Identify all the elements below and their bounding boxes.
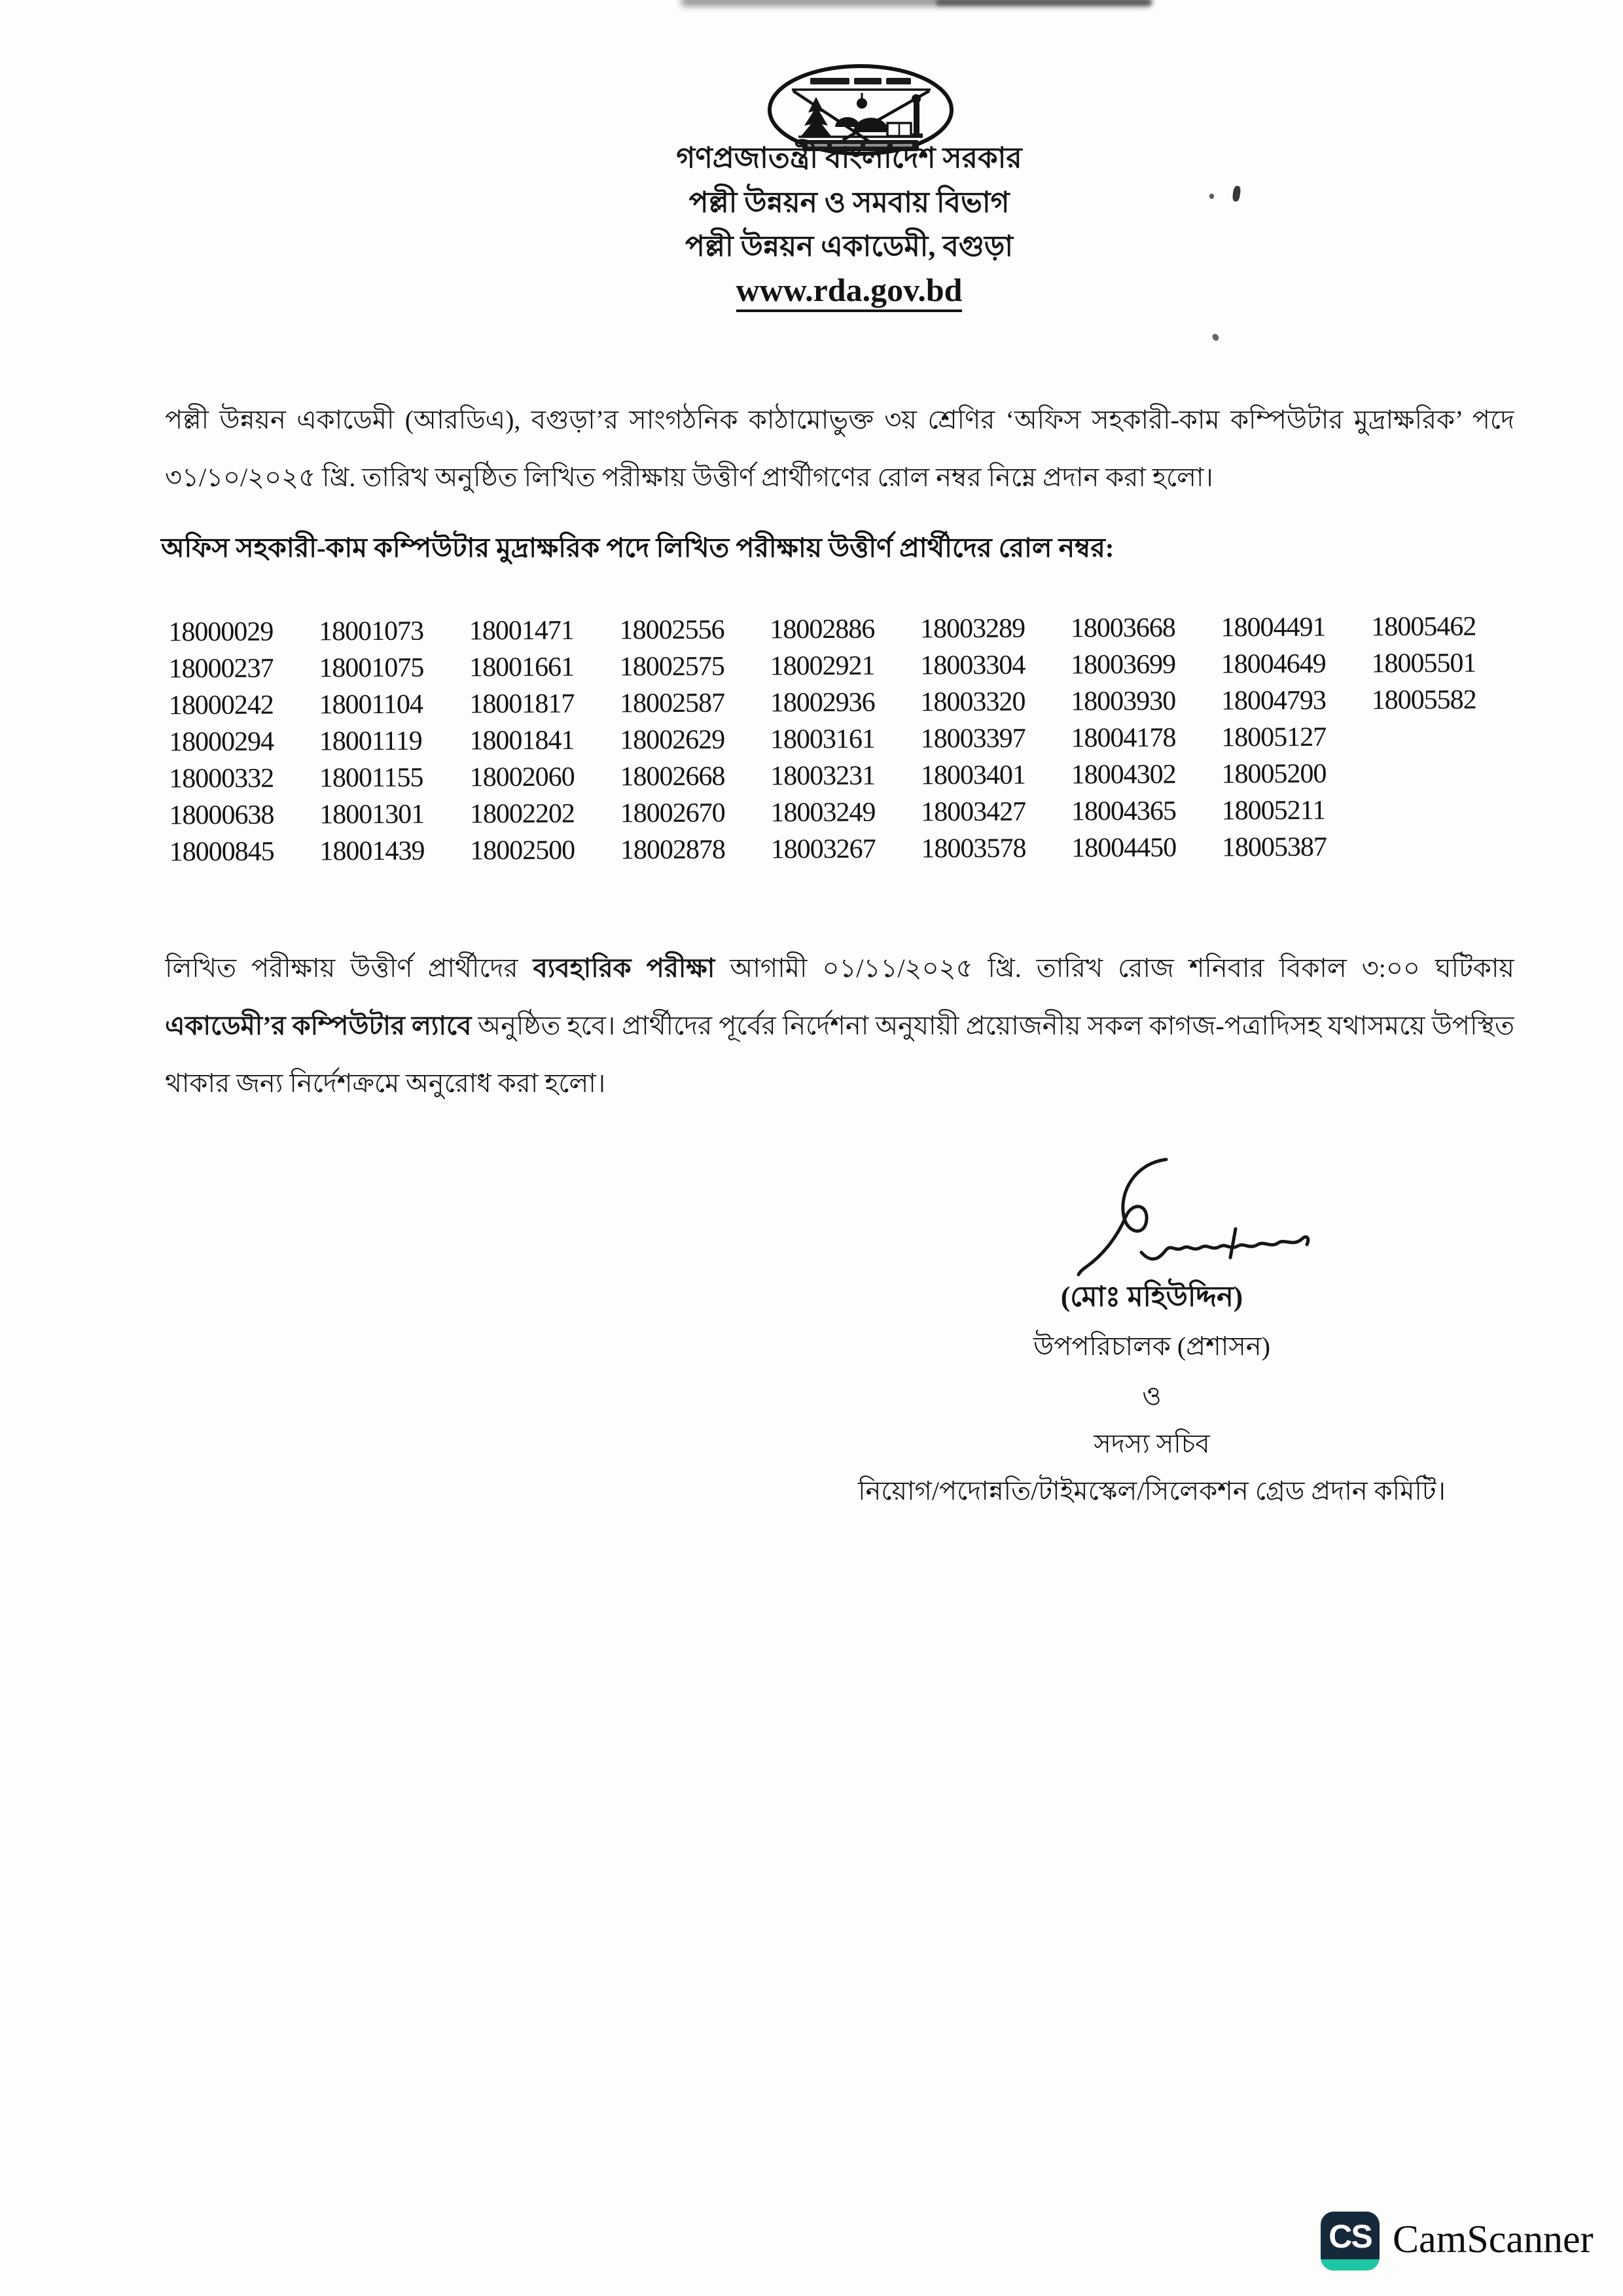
roll-number: 18000638	[169, 800, 274, 831]
roll-number: 18003930	[1071, 686, 1176, 717]
roll-number: 18003304	[920, 650, 1026, 681]
roll-number: 18004491	[1221, 612, 1326, 643]
roll-number: 18002556	[619, 614, 724, 646]
roll-number: 18002670	[620, 798, 725, 829]
signatory-committee: নিয়োগ/পদোন্নতি/টাইমস্কেল/সিলেকশন গ্রেড প্রদান কমিটি।	[858, 1476, 1446, 1506]
roll-number: 18000242	[168, 690, 274, 721]
roll-number: 18003401	[920, 760, 1026, 791]
roll-number: 18002202	[469, 798, 575, 830]
roll-number: 18003699	[1070, 649, 1176, 680]
signatory-role: সদস্য সচিব	[1094, 1429, 1210, 1458]
roll-number: 18002500	[470, 835, 575, 866]
roll-number: 18004450	[1071, 832, 1177, 864]
roll-number: 18000237	[168, 653, 274, 684]
roll-number: 18003320	[920, 686, 1026, 718]
roll-number: 18001301	[319, 799, 425, 830]
roll-number: 18004302	[1071, 759, 1176, 790]
roll-number: 18002575	[619, 651, 724, 682]
roll-column-2	[319, 613, 425, 870]
roll-number: 18000029	[168, 616, 274, 648]
roll-number: 18004178	[1071, 722, 1176, 754]
signatory-conjunction: ও	[1142, 1381, 1162, 1411]
roll-number: 18003289	[919, 613, 1026, 645]
roll-number: 18001119	[319, 726, 422, 757]
roll-number: 18005501	[1371, 648, 1476, 679]
letterhead-website	[353, 271, 1345, 309]
roll-number: 18001661	[469, 652, 575, 683]
roll-number: 18002936	[770, 687, 875, 718]
roll-number: 18003578	[921, 833, 1026, 864]
website-text: www.rda.gov.bd	[736, 272, 963, 312]
roll-number: 18005211	[1221, 795, 1326, 826]
roll-number: 18005127	[1221, 722, 1327, 753]
camscanner-label: CamScanner	[1393, 2217, 1594, 2261]
roll-number: 18001155	[319, 762, 423, 794]
roll-number: 18001439	[319, 836, 425, 867]
letterhead-division-line: পল্লী উন্নয়ন ও সমবায় বিভাগ	[688, 186, 1010, 219]
roll-number: 18000845	[169, 836, 274, 868]
roll-number: 18005462	[1371, 611, 1476, 643]
roll-number: 18004365	[1071, 796, 1177, 827]
roll-number: 18003231	[770, 760, 876, 792]
practical-exam-paragraph	[165, 940, 1514, 1114]
ink-speck	[1211, 332, 1220, 342]
roll-column-9	[1371, 609, 1477, 866]
letterhead-government-line: গণপ্রজাতন্ত্রী বাংলাদেশ সরকার	[676, 142, 1022, 174]
scan-artifact-smudge	[936, 0, 1152, 6]
letterhead-academy-line: পল্লী উন্নয়ন একাডেমী, বগুড়া	[685, 230, 1014, 262]
roll-number: 18005582	[1371, 684, 1476, 716]
roll-number: 18004793	[1221, 685, 1327, 716]
roll-number: 18001075	[319, 652, 424, 684]
roll-number: 18003427	[921, 796, 1026, 828]
signatory-name: (মোঃ মহিউদ্দিন)	[1060, 1282, 1243, 1313]
roll-number: 18002886	[770, 614, 875, 645]
roll-number: 18001841	[469, 725, 575, 756]
roll-number: 18001073	[318, 616, 424, 647]
roll-column-7	[1071, 610, 1177, 867]
roll-number: 18005387	[1221, 832, 1327, 863]
roll-number: 18002921	[770, 650, 875, 682]
roll-column-6	[920, 610, 1026, 868]
roll-number: 18001471	[469, 615, 574, 646]
roll-number: 18001104	[319, 689, 423, 720]
text-segment: আগামী ০১/১১/২০২৫ খ্রি. তারিখ রোজ শনিবার বিকাল ৩:০০ ঘটিকায়	[715, 953, 1514, 983]
roll-number: 18002060	[469, 762, 575, 793]
roll-number: 18003397	[920, 723, 1026, 754]
intro-paragraph: পল্লী উন্নয়ন একাডেমী (আরডিএ), বগুড়া’র সাংগঠনিক কাঠামোভুক্ত ৩য় শ্রেণির ‘অফিস সহকারী-কাম কম্পিউটার মুদ্রাক্ষরিক’ পদে ৩১/১০/২০২৫ খ্রি. তারিখ অনুষ্ঠিত লিখিত পরীক্ষায় উত্তীর্ণ প্রার্থীগণের রোল নম্বর নিম্নে প্রদান করা হলো।	[165, 405, 1514, 492]
roll-number: 18003161	[770, 724, 876, 755]
roll-number: 18005200	[1221, 758, 1327, 790]
roll-column-3	[469, 612, 575, 870]
camscanner-icon	[1321, 2212, 1380, 2270]
roll-number: 18000332	[169, 763, 274, 794]
bold-text-segment: ব্যবহারিক পরীক্ষা	[533, 953, 715, 983]
handwritten-signature	[1061, 1153, 1330, 1287]
roll-column-8	[1221, 609, 1327, 866]
roll-column-1	[168, 614, 274, 871]
camscanner-icon-letters: CS	[1329, 2218, 1372, 2255]
signatory-title: উপপরিচালক (প্রশাসন)	[1033, 1332, 1270, 1361]
roll-number: 18000294	[168, 726, 274, 758]
roll-column-5	[770, 611, 876, 868]
roll-number: 18001817	[469, 688, 575, 720]
roll-number: 18002587	[619, 688, 725, 719]
text-segment: অনুষ্ঠিত হবে। প্রার্থীদের পূর্বের নির্দেশনা অনুযায়ী প্রয়োজনীয় সকল কাগজ-পত্রাদিসহ যথাসময়ে উপস্থিত থাকার জন্য নির্দেশক্রমে অনুরোধ করা হলো।	[165, 1011, 1514, 1098]
roll-number: 18002629	[620, 724, 725, 756]
roll-number: 18003668	[1070, 612, 1175, 644]
roll-number: 18002668	[620, 761, 725, 792]
roll-list-heading: অফিস সহকারী-কাম কম্পিউটার মুদ্রাক্ষরিক পদে লিখিত পরীক্ষায় উত্তীর্ণ প্রার্থীদের রোল নম্বর:	[161, 533, 1115, 563]
roll-number-table	[168, 609, 1477, 871]
roll-number: 18002878	[620, 834, 726, 866]
text-segment: লিখিত পরীক্ষায় উত্তীর্ণ প্রার্থীদের	[165, 953, 533, 983]
roll-number: 18003267	[770, 834, 876, 865]
camscanner-icon-accent-strip	[1321, 2259, 1380, 2270]
roll-number: 18003249	[770, 797, 876, 828]
roll-number: 18004649	[1221, 648, 1326, 680]
bold-text-segment: একাডেমী’র কম্পিউটার ল্যাবে	[165, 1011, 472, 1040]
roll-column-4	[619, 612, 725, 869]
